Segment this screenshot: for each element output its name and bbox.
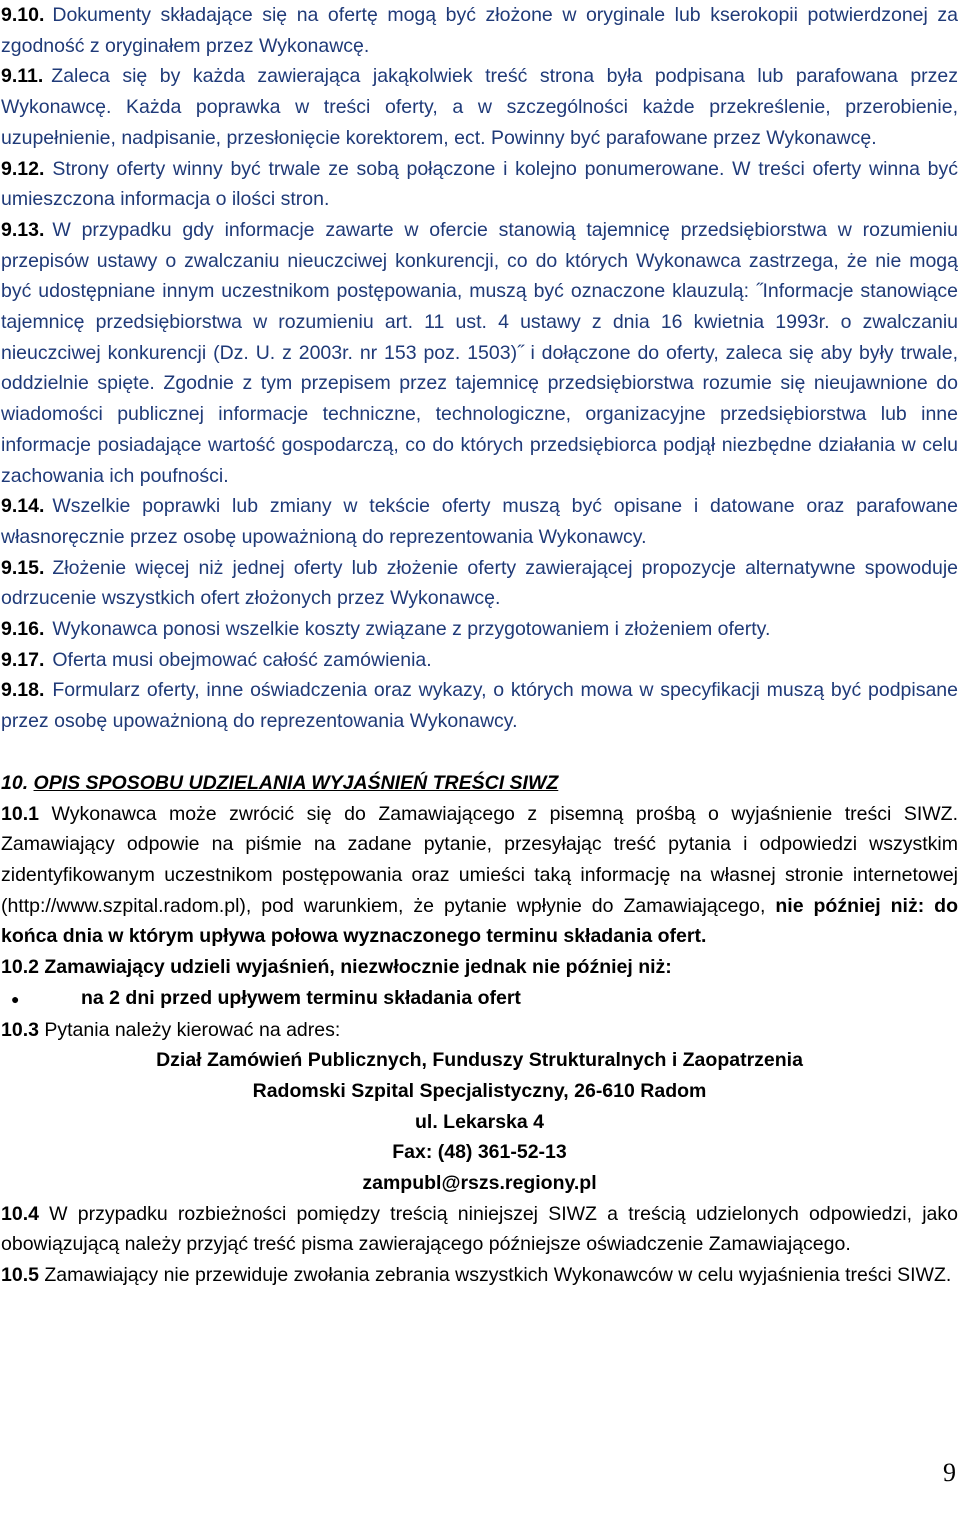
paragraph-bold-text: nie później niż: do końca dnia w którym upływa połowa wyznaczonego terminu składania ofert. (1, 894, 958, 948)
paragraph-number: 9.13. (1, 218, 45, 241)
paragraph-text: W przypadku rozbieżności pomiędzy treścią niniejszej SIWZ a treścią udzielonych odpowiedzi, jako obowiązującą należy przyjąć treść pisma zawierającego późniejsze oświadczenie Zamawiającego. (1, 1202, 958, 1256)
paragraph-number: 10.2 (1, 956, 39, 979)
address-line: ul. Lekarska 4 (415, 1110, 544, 1133)
bullet-text: na 2 dni przed upływem terminu składania ofert (81, 986, 521, 1009)
paragraph-9-item (1, 215, 958, 491)
paragraph-number: 9.16. (1, 618, 45, 641)
paragraph-9-item (1, 645, 958, 676)
paragraph-number: 9.12. (1, 157, 45, 180)
paragraph-9-item (1, 491, 958, 552)
paragraph-text: Złożenie więcej niż jednej oferty lub złożenie oferty zawierającej propozycje alternatywne spowoduje odrzucenie wszystkich ofert złożonych przez Wykonawcę. (1, 556, 958, 610)
paragraph-number: 9.11. (1, 65, 44, 88)
section-10-number: 10. (1, 771, 29, 794)
paragraph-text: Zamawiający udzieli wyjaśnień, niezwłocznie jednak nie później niż: (44, 956, 672, 979)
bullet-dot-icon: ● (11, 990, 20, 1007)
paragraph-number: 9.14. (1, 495, 45, 518)
address-line: Radomski Szpital Specjalistyczny, 26-610 Radom (252, 1079, 707, 1102)
paragraph-9-item (1, 154, 958, 215)
paragraph-text: Strony oferty winny być trwale ze sobą połączone i kolejno ponumerowane. W treści oferty winna być umieszczona informacja o ilości stron. (1, 157, 958, 211)
paragraph-number: 10.1 (1, 802, 39, 825)
address-line: Fax: (48) 361-52-13 (392, 1141, 567, 1164)
paragraph-text: Oferta musi obejmować całość zamówienia. (52, 648, 432, 671)
paragraph-number: 9.18. (1, 679, 45, 702)
paragraph-text: Zamawiający nie przewiduje zwołania zebrania wszystkich Wykonawców w celu wyjaśnienia treści SIWZ. (44, 1264, 952, 1287)
paragraph-text: W przypadku gdy informacje zawarte w ofercie stanowią tajemnicę przedsiębiorstwa w rozumieniu przepisów ustawy o zwalczaniu nieuczciwej konkurencji, co do których Wykonawca zastrzega, że nie mogą być udostępniane innym uczestnikom postępowania, muszą być oznaczone klauzulą: ˝Informacje stanowiące tajemnicę przedsiębiorstwa w rozumieniu art. 11 ust. 4 ustawy z dnia 16 kwietnia 1993r. o zwalczaniu nieuczciwej konkurencji (Dz. U. z 2003r. nr 153 poz. 1503)˝ i dołączone do oferty, zaleca się aby były trwale, oddzielnie spięte. Zgodnie z tym przepisem przez tajemnicę przedsiębiorstwa rozumie się nieujawnione do wiadomości publicznej informacje techniczne, technologiczne, organizacyjne przedsiębiorstwa lub inne informacje posiadające wartość gospodarczą, co do których przedsiębiorca podjął niezbędne działania w celu zachowania ich poufności. (1, 218, 958, 487)
address-line: Dział Zamówień Publicznych, Funduszy Strukturalnych i Zaopatrzenia (156, 1049, 803, 1072)
paragraph-number: 10.5 (1, 1264, 39, 1287)
paragraph-10-4 (1, 1199, 958, 1260)
paragraph-number: 10.3 (1, 1018, 39, 1041)
address-block (1, 1045, 958, 1199)
paragraph-9-item (1, 675, 958, 736)
paragraph-9-item (1, 553, 958, 614)
paragraph-number: 10.4 (1, 1202, 39, 1225)
paragraph-9-item (1, 61, 958, 153)
paragraph-10-2 (1, 952, 958, 983)
paragraph-text: Wszelkie poprawki lub zmiany w tekście oferty muszą być opisane i datowane oraz parafowane własnoręcznie przez osobę upoważnioną do reprezentowania Wykonawcy. (1, 495, 958, 548)
section-10-heading (1, 768, 958, 799)
paragraph-10-5 (1, 1260, 958, 1291)
paragraph-9-item (1, 614, 958, 645)
paragraph-9-item (1, 0, 958, 61)
section-10-title: OPIS SPOSOBU UDZIELANIA WYJAŚNIEŃ TREŚCI SIWZ (33, 771, 559, 794)
address-email: zampubl@rszs.regiony.pl (362, 1172, 597, 1195)
bullet-item (1, 983, 958, 1015)
paragraph-text: Formularz oferty, inne oświadczenia oraz wykazy, o których mowa w specyfikacji muszą być podpisane przez osobę upoważnioną do reprezentowania Wykonawcy. (1, 679, 958, 733)
page-number: 9 (943, 1458, 956, 1487)
paragraph-10-1 (1, 799, 958, 953)
paragraph-text: Wykonawca ponosi wszelkie koszty związane z przygotowaniem i złożeniem oferty. (52, 618, 771, 641)
paragraph-number: 9.17. (1, 648, 45, 671)
paragraph-text: Wykonawca może zwrócić się do Zamawiającego z pisemną prośbą o wyjaśnienie treści SIWZ. Zamawiający odpowie na piśmie na zadane pytanie, przesyłając treść pytania i odpowiedzi wszystkim zidentyfikowanym uczestnikom postępowania oraz umieści taką informację na własnej stronie internetowej (http://www.szpital.radom.pl), pod warunkiem, że pytanie wpłynie do Zamawiającego, (1, 802, 959, 917)
section-9-list (1, 0, 958, 737)
paragraph-text: Dokumenty składające się na ofertę mogą być złożone w oryginale lub kserokopii potwierdzonej za zgodność z oryginałem przez Wykonawcę. (1, 4, 958, 57)
paragraph-number: 9.15. (1, 556, 45, 579)
paragraph-10-3 (1, 1015, 958, 1046)
paragraph-text: Pytania należy kierować na adres: (44, 1018, 341, 1041)
paragraph-text: Zaleca się by każda zawierająca jakąkolwiek treść strona była podpisana lub parafowana przez Wykonawcę. Każda poprawka w treści oferty, a w szczególności każde przekreślenie, przerobienie, uzupełnienie, nadpisanie, przesłonięcie korektorem, ect. Powinny być parafowane przez Wykonawcę. (1, 65, 958, 149)
paragraph-number: 9.10. (1, 4, 45, 26)
